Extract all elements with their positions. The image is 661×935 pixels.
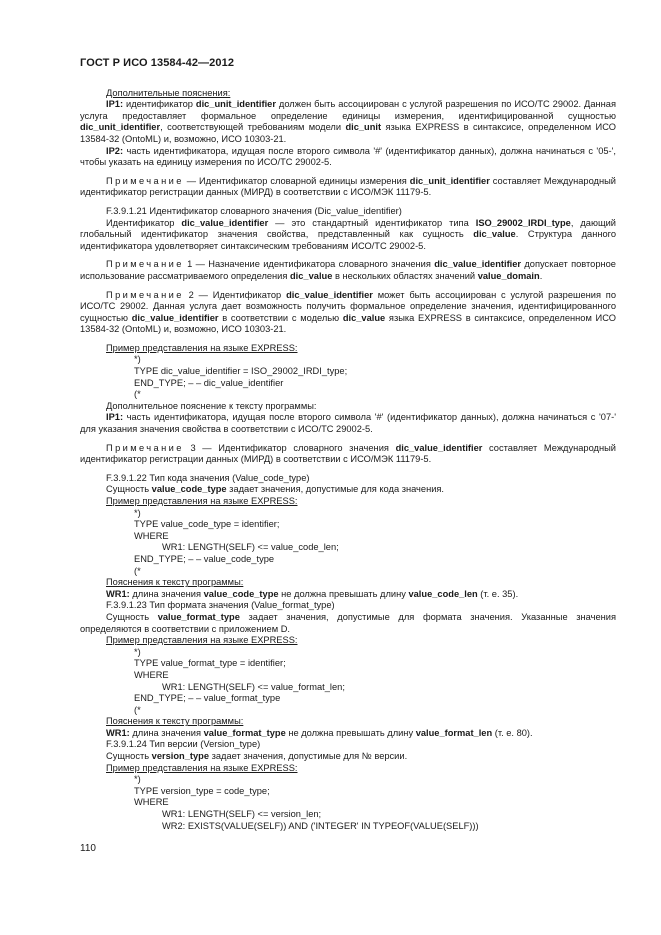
code-line: TYPE version_type = code_type; — [134, 785, 270, 796]
code-line: WR1: LENGTH(SELF) <= value_format_len; — [162, 681, 345, 692]
note-number: 2 — [188, 289, 194, 300]
term: dic_value_identifier — [434, 259, 522, 270]
code-line: (* — [134, 389, 141, 400]
code-line: END_TYPE; – – value_code_type — [134, 553, 275, 564]
note-label: Примечание — [106, 442, 184, 453]
term: version_type — [151, 751, 210, 762]
term: value_domain — [477, 270, 540, 281]
note-2 — [80, 290, 616, 336]
f3922-paragraph — [80, 484, 616, 496]
page-number: 110 — [80, 843, 96, 854]
term: dic_value_identifier — [131, 312, 219, 323]
code-line: END_TYPE; – – dic_value_identifier — [134, 377, 284, 388]
text: может быть ассоциирован с услугой разрешения по ИСО/ТС 29002. Данная услуга дает возможность получить формальное определение значения, идентифицированного сущностью — [80, 289, 617, 323]
text: задает значения, допустимые для формата значения. Указанные значения определяются в соответствии с приложением D. — [80, 611, 616, 634]
term: dic_unit_identifier — [195, 99, 276, 110]
code-line: TYPE dic_value_identifier = ISO_29002_IRDI_type; — [134, 366, 348, 377]
text: должен быть ассоциирован с услугой разрешения по ИСО/ТС 29002. Данная услуга предоставляет формальное определение единицы измерения, идентифицированной сущностью — [80, 99, 616, 121]
section-title-f3923: F.3.9.1.23 Тип формата значения (Value_format_type) — [106, 600, 335, 611]
code-line: *) — [134, 774, 141, 785]
term: ISO_29002_IRDI_type — [475, 217, 571, 228]
wr1-paragraph — [80, 589, 616, 601]
code-line: TYPE value_format_type = identifier; — [134, 658, 286, 669]
code-line: TYPE value_code_type = identifier; — [134, 519, 280, 530]
text: в соответствии с моделью — [218, 312, 343, 323]
text: задает значения, допустимые для кода значения. — [226, 484, 445, 495]
term: value_format_type — [157, 611, 240, 622]
text: задает значения, допустимые для № версии. — [209, 751, 408, 762]
note-3 — [80, 443, 616, 466]
code-line: *) — [134, 646, 141, 657]
term: value_code_len — [408, 588, 478, 599]
text: — Идентификатор словарной единицы измерения — [183, 175, 410, 186]
express-example-heading: Пример представления на языке EXPRESS: — [106, 342, 298, 353]
note-number: 1 — [187, 259, 193, 270]
term: dic_unit_identifier — [409, 175, 490, 186]
program-explanation-heading: Пояснения к тексту программы: — [106, 577, 244, 588]
term: dic_value_identifier — [181, 217, 269, 228]
code-line: WR2: EXISTS(VALUE(SELF)) AND ('INTEGER' IN TYPEOF(VALUE(SELF))) — [162, 820, 479, 831]
term: value_code_type — [151, 484, 227, 495]
text: языка EXPRESS в синтаксисе, определенном ИСО 13584-32 (OntoML) и, возможно, ИСО 10303-21. — [80, 122, 616, 144]
code-line: WHERE — [134, 797, 169, 808]
note-label: Примечание — [106, 259, 184, 270]
code-line: END_TYPE; – – value_format_type — [134, 693, 281, 704]
ip1-label: IP1: — [106, 99, 124, 110]
note-1 — [80, 259, 616, 282]
text: в нескольких областях значений — [332, 270, 478, 281]
express-example-heading: Пример представления на языке EXPRESS: — [106, 762, 298, 773]
standard-header: ГОСТ Р ИСО 13584-42—2012 — [80, 57, 235, 69]
text: допускает повторное использование рассматриваемого определения — [80, 259, 616, 281]
ip2-label: IP2: — [106, 145, 124, 156]
term: dic_unit — [345, 122, 382, 133]
text: (т. е. 35). — [477, 588, 519, 599]
ip1-program-paragraph — [80, 412, 616, 435]
text: Идентификатор — [106, 217, 182, 228]
text: длина значения — [129, 727, 204, 738]
ip1-label: IP1: — [106, 412, 124, 423]
text: Сущность — [106, 484, 152, 495]
term: dic_value — [290, 270, 333, 281]
f3924-paragraph — [80, 751, 616, 763]
text: — это стандартный идентификатор типа — [268, 217, 476, 228]
note-label: Примечание — [106, 175, 184, 186]
section-title-f3921: F.3.9.1.21 Идентификатор словарного значения (Dic_value_identifier) — [106, 205, 402, 216]
code-line: (* — [134, 704, 141, 715]
term: dic_value_identifier — [395, 442, 483, 453]
term: dic_value_identifier — [286, 289, 373, 300]
text: — Идентификатор — [193, 289, 287, 300]
additional-explanations-heading: Дополнительные пояснения: — [106, 87, 231, 98]
text: идентификатор — [123, 99, 196, 110]
program-explanation-heading: Дополнительное пояснение к тексту программы: — [106, 400, 317, 411]
wr1-label: WR1: — [106, 727, 130, 738]
text: длина значения — [129, 588, 204, 599]
wr1-paragraph — [80, 728, 616, 740]
section-title-f3922: F.3.9.1.22 Тип кода значения (Value_code_type) — [106, 472, 310, 483]
term: value_format_len — [415, 727, 493, 738]
ip2-paragraph — [80, 146, 616, 169]
term: value_code_type — [203, 588, 279, 599]
text: , дающий глобальный идентификатор значения свойства, представленный как сущность — [80, 217, 616, 240]
code-line: WR1: LENGTH(SELF) <= value_code_len; — [162, 542, 339, 553]
text: , соответствующей требованиям модели — [160, 122, 346, 133]
note-label: Примечание — [106, 289, 184, 300]
note-unit-identifier — [80, 176, 616, 199]
text: часть идентификатора, идущая после второго символа '#' (идентификатор данных), должна начинаться с '05-', чтобы указать на единицу измерения по ИСО/ТС 29002-5. — [80, 145, 616, 168]
term: dic_value — [342, 312, 386, 323]
express-example-heading: Пример представления на языке EXPRESS: — [106, 496, 298, 506]
program-explanation-heading: Пояснения к тексту программы: — [106, 716, 244, 727]
code-line: *) — [134, 354, 141, 365]
text: не должна превышать длину — [285, 727, 416, 738]
text: Сущность — [106, 751, 152, 762]
ip1-paragraph — [80, 99, 616, 145]
text: не должна превышать длину — [278, 588, 409, 599]
text: — Назначение идентификатора словарного значения — [192, 259, 435, 270]
wr1-label: WR1: — [106, 588, 130, 599]
code-line: (* — [134, 565, 141, 576]
term: dic_unit_identifier — [80, 122, 161, 133]
code-line: WHERE — [134, 669, 169, 680]
text: составляет Международный идентификатор регистрации данных (МИРД) в соответствии с ИСО/МЭК 11179-5. — [80, 175, 616, 198]
text: составляет Международный идентификатор регистрации данных (МИРД) в соответствии с ИСО/МЭК 11179-5. — [80, 442, 616, 465]
text: часть идентификатора, идущая после второго символа '#' (идентификатор данных), должна начинаться с '07-' для указания значения свойства в соответствии с ИСО/ТС 29002-5. — [80, 412, 616, 435]
text: Сущность — [106, 611, 158, 622]
term: value_format_type — [203, 727, 286, 738]
text: (т. е. 80). — [492, 727, 533, 738]
text: . Структура данного идентификатора удовлетворяет синтаксическим требованиям ИСО/ТС 29002-5. — [80, 229, 616, 251]
text: языка EXPRESS в синтаксисе, определенном ИСО 13584-32 (OntoML) и, возможно, ИСО 10303-21. — [80, 312, 616, 335]
code-line: WR1: LENGTH(SELF) <= version_len; — [162, 809, 322, 820]
express-example-heading: Пример представления на языке EXPRESS: — [106, 635, 298, 646]
term: dic_value — [473, 229, 516, 240]
text: — Идентификатор словарного значения — [195, 442, 396, 453]
text: . — [539, 270, 543, 281]
code-line: WHERE — [134, 530, 169, 541]
f3921-paragraph — [80, 218, 616, 253]
f3923-paragraph — [80, 612, 616, 635]
section-title-f3924: F.3.9.1.24 Тип версии (Version_type) — [106, 739, 261, 750]
note-number: 3 — [190, 442, 196, 453]
code-line: *) — [134, 507, 141, 518]
